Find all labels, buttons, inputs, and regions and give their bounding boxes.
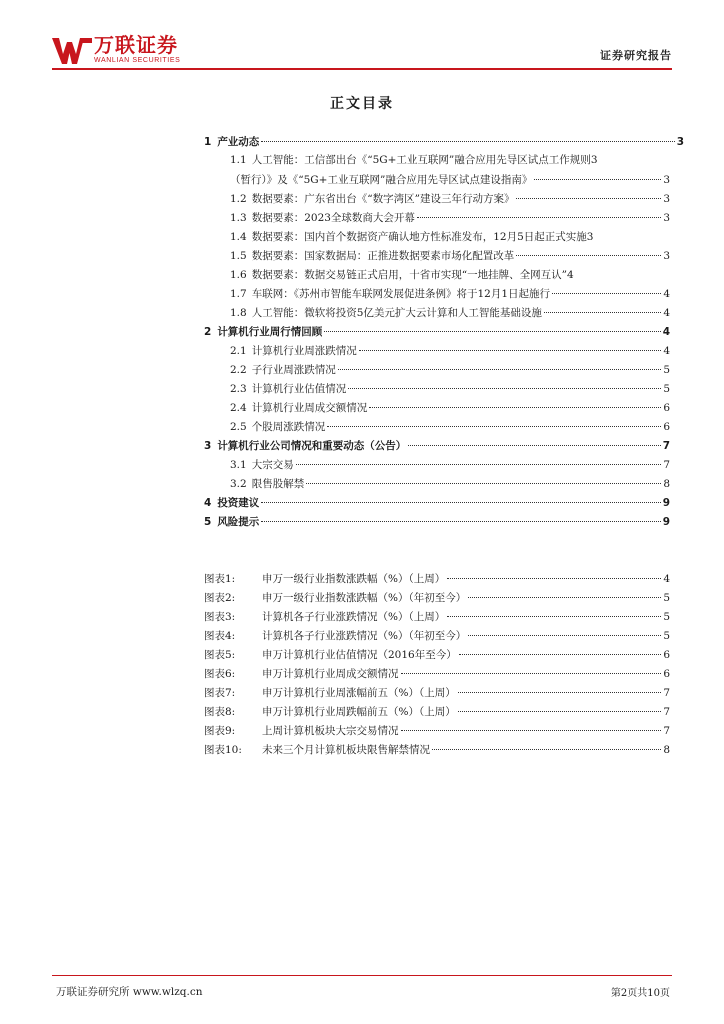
toc-entry-1[interactable]: 1 产业动态 3: [204, 136, 684, 148]
header-divider: [52, 68, 672, 70]
toc-entry-1-3[interactable]: 1.3 数据要素：2023全球数商大会开幕 3: [230, 212, 670, 224]
toc-entry-2-5[interactable]: 2.5 个股周涨跌情况 6: [230, 421, 670, 433]
toc-entry-2-1[interactable]: 2.1 计算机行业周涨跌情况 4: [230, 345, 670, 357]
toc-entry-3-1[interactable]: 3.1 大宗交易 7: [230, 459, 670, 471]
toc-entry-1-7[interactable]: 1.7 车联网：《苏州市智能车联网发展促进条例》将于12月1日起施行 4: [230, 288, 670, 300]
figure-entry-2[interactable]: 图表2: 申万一级行业指数涨跌幅（%）（年初至今） 5: [204, 592, 670, 604]
figure-entry-4[interactable]: 图表4: 计算机各子行业涨跌情况（%）（年初至今） 5: [204, 630, 670, 642]
figure-entry-7[interactable]: 图表7: 申万计算机行业周涨幅前五（%）（上周） 7: [204, 687, 670, 699]
wanlian-logo-icon: [52, 34, 92, 66]
page-title: 正文目录: [330, 96, 394, 112]
toc-entry-1-6[interactable]: 1.6 数据要素：数据交易链正式启用，十省市实现“一地挂牌、全网互认” 4: [230, 269, 574, 281]
footer-divider: [52, 975, 672, 976]
page-number: 第2页共10页: [610, 988, 670, 999]
toc-entry-2-4[interactable]: 2.4 计算机行业周成交额情况 6: [230, 402, 670, 414]
figure-entry-10[interactable]: 图表10: 未来三个月计算机板块限售解禁情况 8: [204, 744, 670, 756]
footer-source: 万联证券研究所 www.wlzq.cn: [56, 986, 203, 998]
company-logo: [52, 34, 180, 66]
toc-entry-1-4[interactable]: 1.4 数据要素：国内首个数据资产确认地方性标准发布，12月5日起正式实施 3: [230, 231, 594, 243]
toc-entry-2-3[interactable]: 2.3 计算机行业估值情况 5: [230, 383, 670, 395]
figure-entry-9[interactable]: 图表9: 上周计算机板块大宗交易情况 7: [204, 725, 670, 737]
toc-entry-1-2[interactable]: 1.2 数据要素：广东省出台《“数字湾区”建设三年行动方案》 3: [230, 193, 670, 205]
figure-entry-5[interactable]: 图表5: 申万计算机行业估值情况（2016年至今） 6: [204, 649, 670, 661]
toc-entry-1-8[interactable]: 1.8 人工智能：微软将投资5亿美元扩大云计算和人工智能基础设施 4: [230, 307, 670, 319]
toc-entry-2-2[interactable]: 2.2 子行业周涨跌情况 5: [230, 364, 670, 376]
toc-entry-3[interactable]: 3 计算机行业公司情况和重要动态（公告） 7: [204, 440, 670, 452]
page-header: [52, 34, 672, 66]
report-type-label: 证券研究报告: [600, 49, 672, 62]
toc-entry-2[interactable]: 2 计算机行业周行情回顾 4: [204, 326, 670, 338]
toc-entry-5[interactable]: 5 风险提示 9: [204, 516, 670, 528]
toc-entry-4[interactable]: 4 投资建议 9: [204, 497, 670, 509]
toc-entry-3-2[interactable]: 3.2 限售股解禁 8: [230, 478, 670, 490]
figure-entry-1[interactable]: 图表1: 申万一级行业指数涨跌幅（%）（上周） 4: [204, 573, 670, 585]
toc-entry-1-1-continued[interactable]: （暂行）》及《“5G+工业互联网”融合应用先导区试点建设指南》 3: [230, 174, 670, 186]
logo-english-name: WANLIAN SECURITIES: [94, 57, 181, 64]
figure-entry-3[interactable]: 图表3: 计算机各子行业涨跌情况（%）（上周） 5: [204, 611, 670, 623]
toc-entry-1-5[interactable]: 1.5 数据要素：国家数据局：正推进数据要素市场化配置改革 3: [230, 250, 670, 262]
logo-chinese-name: 万联证券: [94, 33, 178, 57]
figure-entry-6[interactable]: 图表6: 申万计算机行业周成交额情况 6: [204, 668, 670, 680]
figure-entry-8[interactable]: 图表8: 申万计算机行业周跌幅前五（%）（上周） 7: [204, 706, 670, 718]
toc-entry-1-1[interactable]: 1.1 人工智能：工信部出台《“5G+工业互联网”融合应用先导区试点工作规则 3: [230, 154, 598, 166]
